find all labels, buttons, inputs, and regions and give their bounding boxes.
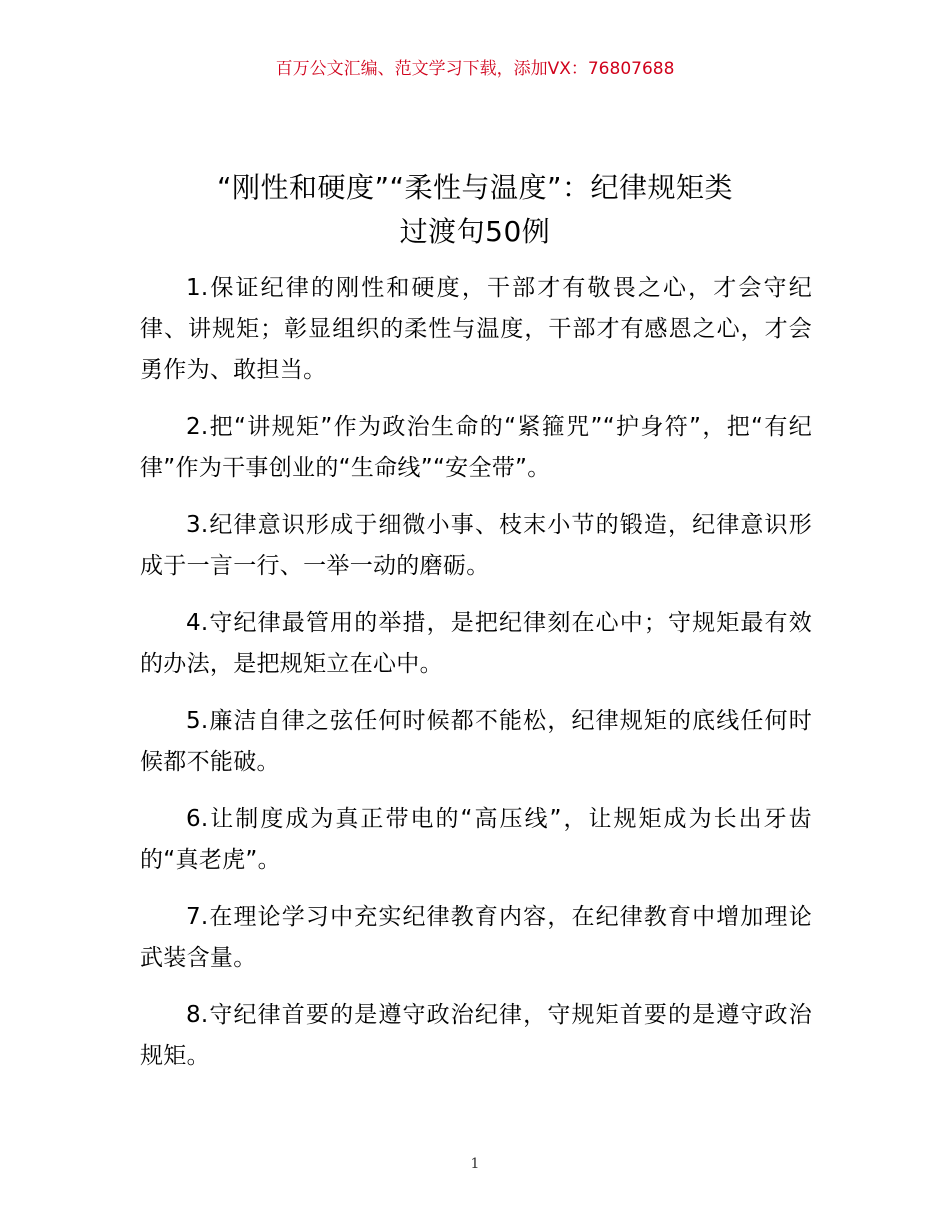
header-watermark-text: 百万公文汇编、范文学习下载，添加VX：76807688 xyxy=(275,59,675,79)
document-title xyxy=(140,166,810,254)
paragraph-6: 6.让制度成为真正带电的“高压线”，让规矩成为长出牙齿的“真老虎”。 xyxy=(140,806,812,873)
paragraph-5: 5.廉洁自律之弦任何时候都不能松，纪律规矩的底线任何时候都不能破。 xyxy=(140,708,812,775)
title-line-1: “刚性和硬度”“柔性与温度”：纪律规矩类 xyxy=(216,171,734,204)
paragraph-2: 2.把“讲规矩”作为政治生命的“紧箍咒”“护身符”，把“有纪律”作为干事创业的“生命线”“安全带”。 xyxy=(140,414,812,481)
paragraph-4: 4.守纪律最管用的举措，是把纪律刻在心中；守规矩最有效的办法，是把规矩立在心中。 xyxy=(140,610,812,677)
document-body xyxy=(140,268,812,1093)
paragraph-8: 8.守纪律首要的是遵守政治纪律，守规矩首要的是遵守政治规矩。 xyxy=(140,1002,812,1069)
paragraph-1: 1.保证纪律的刚性和硬度，干部才有敬畏之心，才会守纪律、讲规矩；彰显组织的柔性与温度，干部才有感恩之心，才会勇作为、敢担当。 xyxy=(140,275,812,383)
title-line-2: 过渡句50例 xyxy=(399,215,551,248)
paragraph-3: 3.纪律意识形成于细微小事、枝末小节的锻造，纪律意识形成于一言一行、一举一动的磨砺。 xyxy=(140,512,812,579)
page-number: 1 xyxy=(470,1156,480,1172)
paragraph-7: 7.在理论学习中充实纪律教育内容，在纪律教育中增加理论武装含量。 xyxy=(140,904,812,971)
